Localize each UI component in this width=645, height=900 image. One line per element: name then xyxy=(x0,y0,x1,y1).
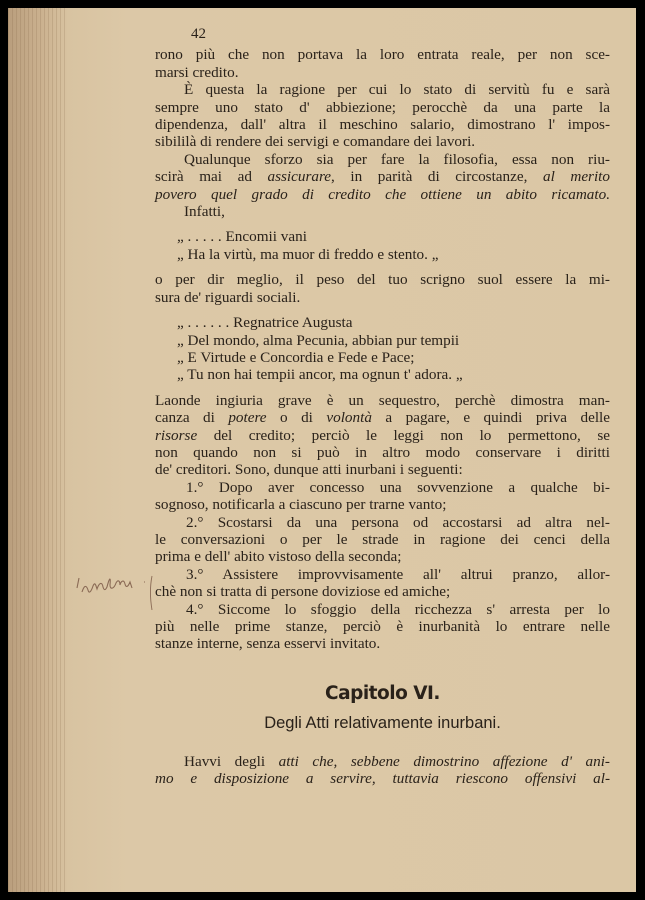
verse-line: „ . . . . . Encomii vani xyxy=(177,228,307,246)
text-line: Havvi degli atti che, sebbene dimostrino affezione d' ani- xyxy=(184,752,610,770)
text-line: stanze interne, senza esservi invitato. xyxy=(155,635,381,653)
text-line: sognoso, notificarla a ciascuno per trarne vanto; xyxy=(155,496,447,514)
verse-line: „ Ha la virtù, ma muor di freddo e stento. „ xyxy=(177,245,439,263)
text-line: mo e disposizione a servire, tuttavia riescono offensivi al- xyxy=(155,770,610,788)
text-line: rono più che non portava la loro entrata reale, per non sce- xyxy=(155,46,610,64)
text-line: Laonde ingiuria grave è un sequestro, perchè dimostra man- xyxy=(155,391,610,409)
text-line: chè non si tratta di persone doviziose ed amiche; xyxy=(155,583,451,601)
text-line: non quando non si può in altro modo conservare i diritti xyxy=(155,443,610,461)
list-item: 3.° Assistere improvvisamente all' altrui pranzo, allor- xyxy=(186,565,610,583)
text-line: scirà mai ad assicurare, in parità di circostanze, al merito xyxy=(155,168,611,186)
text-line: dipendenza, dall' altra il meschino salario, dimostrano l' impos- xyxy=(155,116,610,134)
text-line: È questa la ragione per cui lo stato di servitù fu e sarà xyxy=(184,81,610,99)
book-page xyxy=(8,8,636,892)
list-item: 4.° Siccome lo sfoggio della ricchezza s' arresta per lo xyxy=(186,600,610,618)
page-body xyxy=(155,26,610,787)
text-line: le conversazioni o per le strade in ragione dei cenci della xyxy=(155,530,610,548)
list-item: 1.° Dopo aver concesso una sovvenzione a qualche bi- xyxy=(186,478,610,496)
text-line: più nelle prime stanze, perciò è inurbanità lo entrare nelle xyxy=(155,618,610,635)
text-line: sibililà di rendere dei servigi e comandare dei lavori. xyxy=(155,133,476,151)
page-gutter xyxy=(8,8,68,892)
text-line: de' creditori. Sono, dunque atti inurbani i seguenti: xyxy=(155,461,463,479)
text-line: o per dir meglio, il peso del tuo scrigno suol essere la mi- xyxy=(155,271,610,289)
text-line: risorse del credito; perciò le leggi non lo permettono, se xyxy=(155,426,610,444)
verse-line: „ Tu non hai tempii ancor, ma ognun t' adora. „ xyxy=(177,366,463,384)
verse-line: „ . . . . . . Regnatrice Augusta xyxy=(177,314,353,332)
chapter-title: Capitolo VI. xyxy=(325,682,440,704)
text-line: marsi credito. xyxy=(155,63,239,81)
text-line: Qualunque sforzo sia per fare la filosofia, essa non riu- xyxy=(184,150,610,168)
page-number: 42 xyxy=(191,26,206,42)
text-line: canza di potere o di volontà a pagare, e quindi priva delle xyxy=(155,409,611,427)
verse-line: „ Del mondo, alma Pecunia, abbian pur tempii xyxy=(177,331,460,349)
margin-handwritten-note xyxy=(74,570,154,610)
text-line: Infatti, xyxy=(184,203,225,221)
verse-line: „ E Virtude e Concordia e Fede e Pace; xyxy=(177,348,415,366)
text-line: sura de' riguardi sociali. xyxy=(155,288,301,306)
text-line: prima e dell' abito vistoso della seconda; xyxy=(155,548,402,566)
chapter-subtitle: Degli Atti relativamente inurbani. xyxy=(264,714,501,733)
list-item: 2.° Scostarsi da una persona od accostarsi ad altra nel- xyxy=(186,513,610,531)
text-line: povero quel grado di credito che ottiene un abito ricamato. xyxy=(155,185,610,203)
text-line: sempre uno stato d' abbiezione; perocchè da una parte la xyxy=(155,98,610,116)
